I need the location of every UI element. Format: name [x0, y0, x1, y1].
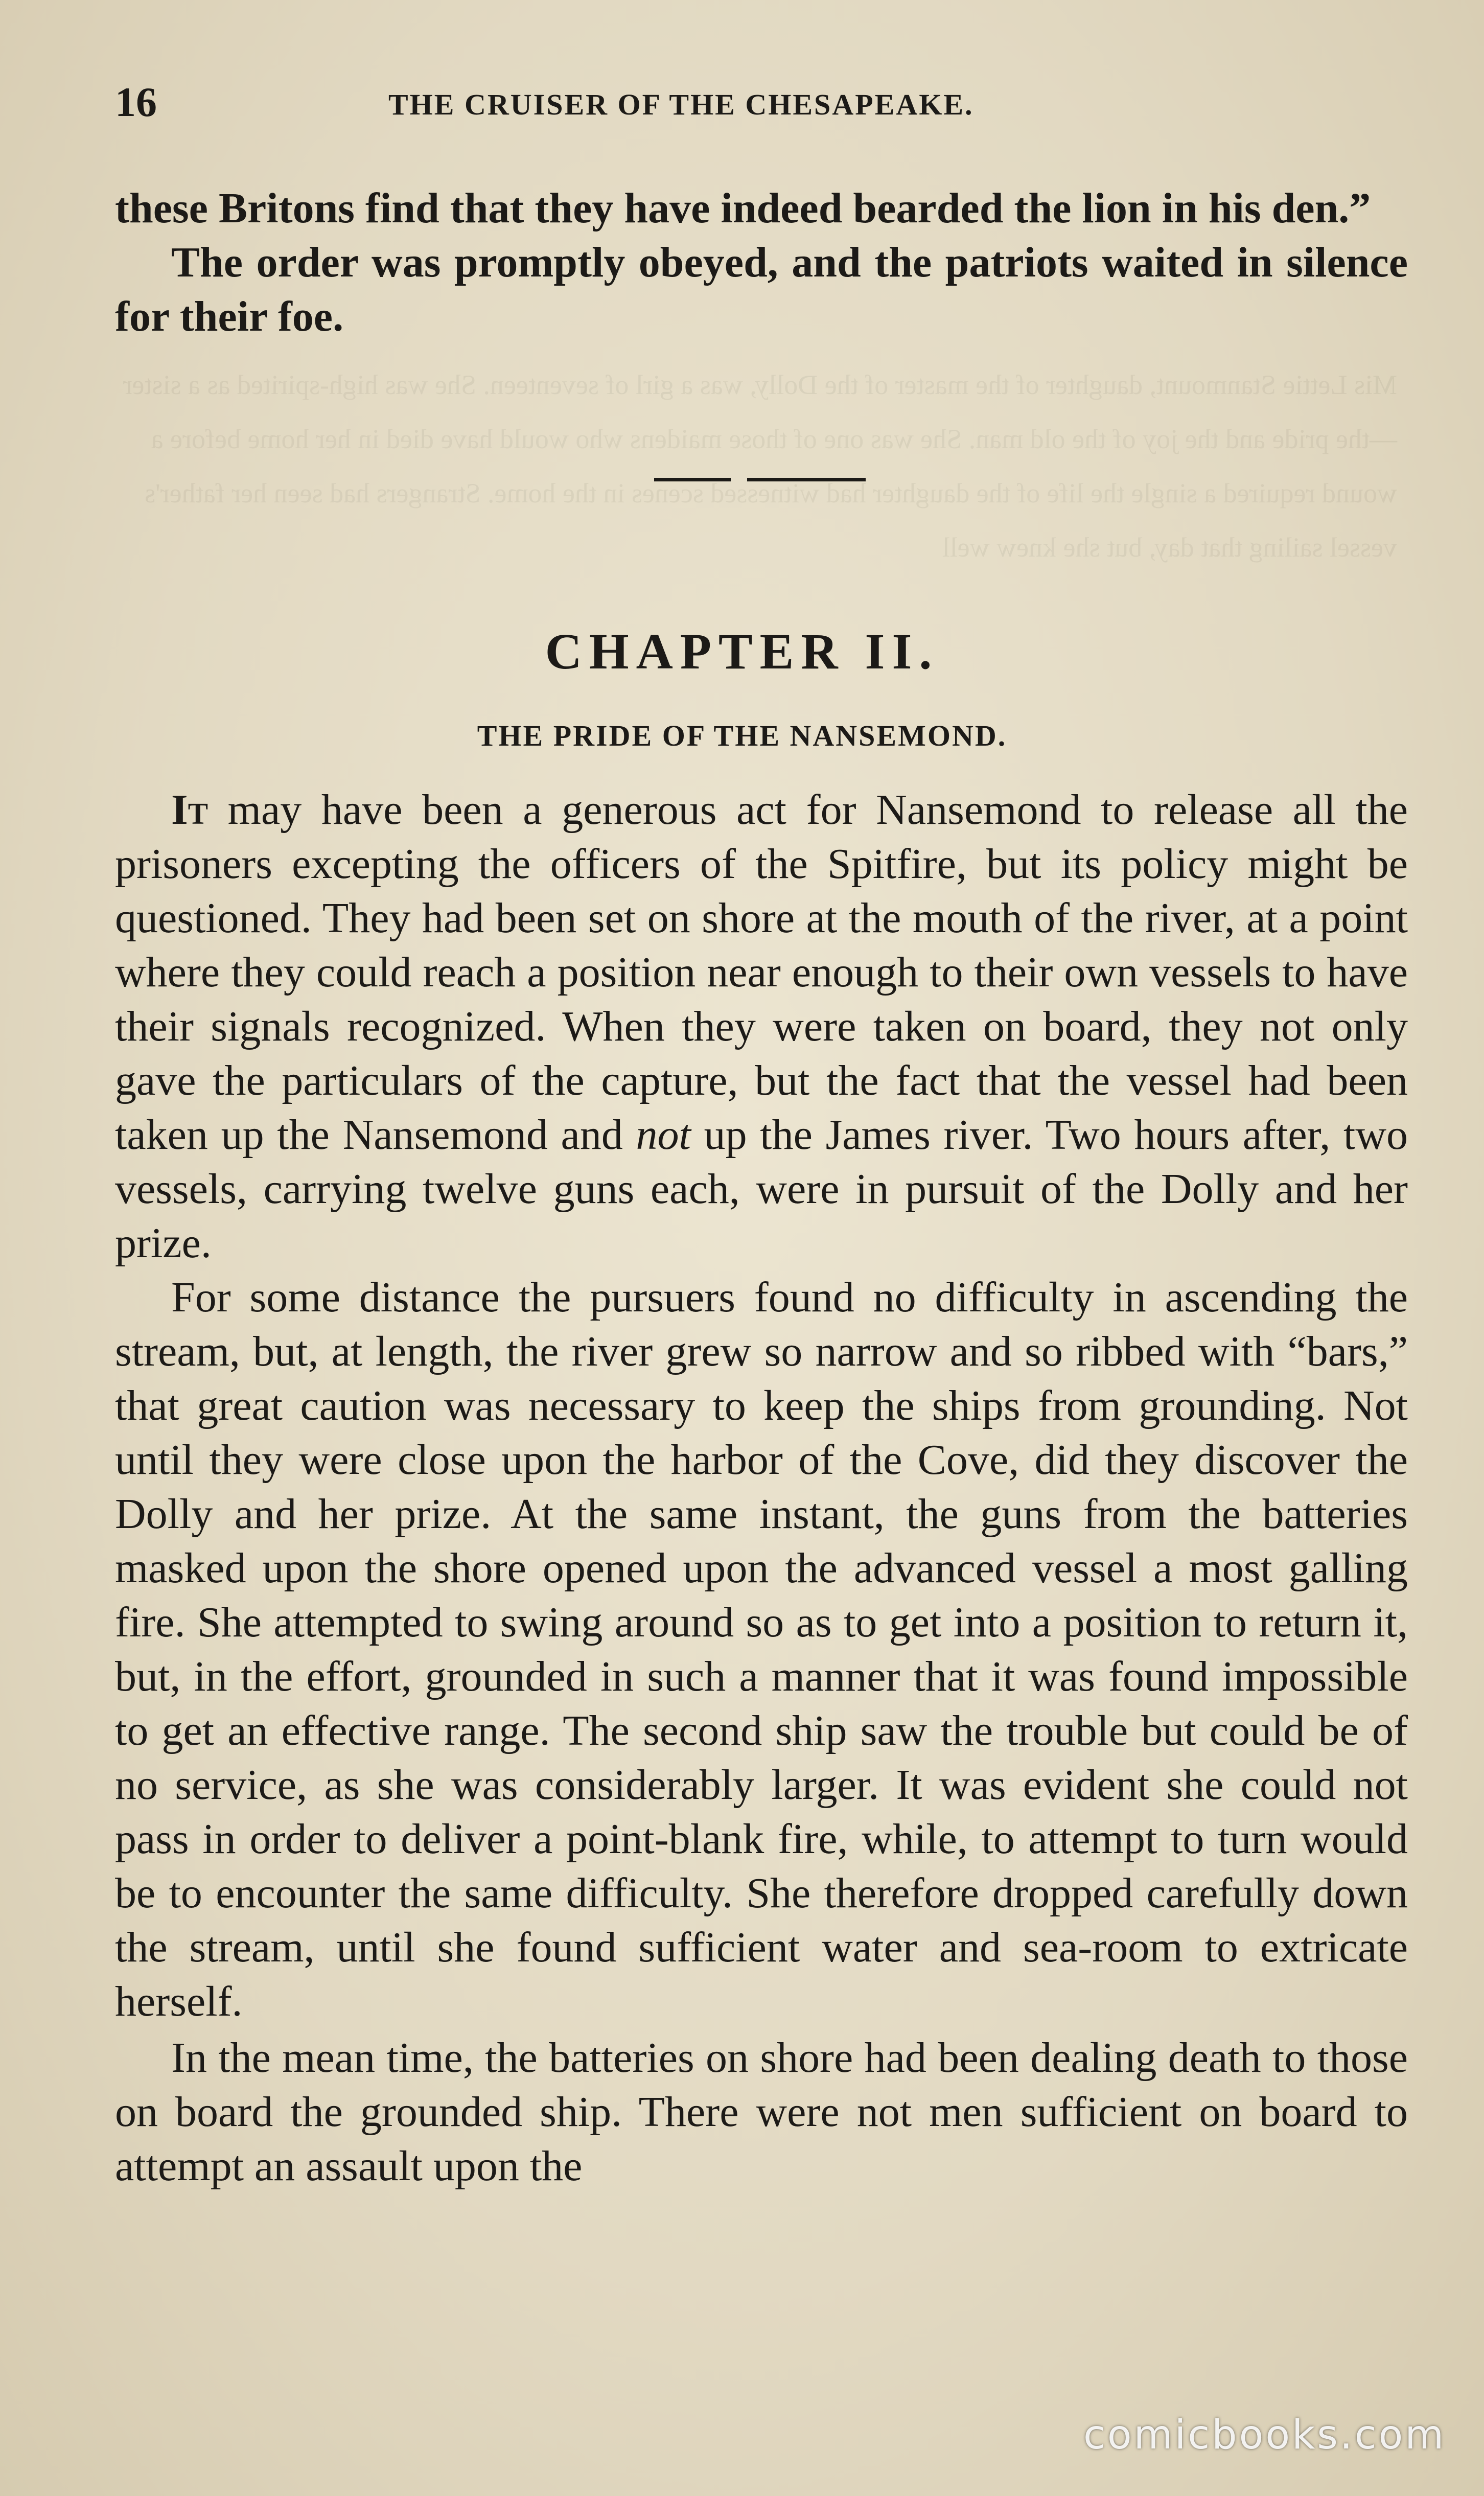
page-number: 16	[115, 79, 157, 125]
chapter-subtitle: THE PRIDE OF THE NANSEMOND.	[477, 719, 1007, 752]
paragraph-lead-word: It	[171, 786, 208, 834]
chapter-title: CHAPTER II.	[545, 623, 939, 680]
body-paragraph-2: For some distance the pursuers found no difficulty in ascending the stream, but, at length, the river grew so narrow and so ribbed with “bars,” that great caution was necessary to keep the ships from grounding. Not until they were close upon the harbor of the Cove, did they discover the Dolly and her prize. At the same instant, the guns from the batteries masked upon the shore opened upon the advanced vessel a most galling fire. She attempted to swing around so as to get into a position to return it, but, in the effort, grounded in such a manner that it was found impossible to get an effective range. The second ship saw the trouble but could be of no service, as she was considerably larger. It was evident she could not pass in order to deliver a point-blank fire, while, to attempt to turn would be to encounter the same difficulty. She therefore dropped carefully down the stream, until she found sufficient water and sea-room to extricate herself.	[115, 1274, 1408, 2025]
body-paragraph-1	[115, 783, 1408, 1270]
paragraph-text: may have been a generous act for Nansemond to release all the prisoners excepting the officers of the Spitfire, but its policy might be questioned. They had been set on shore at the mouth of the river, at a point where they could reach a position near enough to their own vessels to have their signals recognized. When they were taken on board, they not only gave the particulars of the capture, but the fact that the vessel had been taken up the Nansemond and	[115, 786, 1408, 1159]
chapter-body	[115, 783, 1408, 2193]
page-header	[115, 77, 1408, 133]
section-rule-right	[747, 478, 866, 481]
section-rule-left	[654, 478, 731, 481]
show-through-text: Mis Lettie Stanmount, daughter of the master of the Dolly, was a girl of seventeen. She was high-spirited as a sister—the pride and the joy of the old man. She was one of those maidens who would have died in her home before a wound required a single the life of the daughter had witnessed scenes in the home. Strangers had seen her father's vessel sailing that day, but she knew well	[123, 369, 1397, 563]
top-paragraph-1: these Britons find that they have indeed bearded the lion in his den.”	[115, 184, 1371, 232]
paragraph-text-end: up the James river. Two hours after, two vessels, carrying twelve guns each, were in pursuit of the Dolly and her prize.	[115, 1111, 1408, 1267]
top-paragraph-2: The order was promptly obeyed, and the patriots waited in silence for their foe.	[115, 239, 1408, 340]
watermark: comicbooks.com	[1083, 2412, 1446, 2458]
body-paragraph-3: In the mean time, the batteries on shore had been dealing death to those on board the grounded ship. There were not men sufficient on board to attempt an assault upon the	[115, 2034, 1408, 2190]
running-head: THE CRUISER OF THE CHESAPEAKE.	[388, 88, 974, 121]
emphasis-word: not	[636, 1111, 691, 1159]
top-text-block	[115, 181, 1408, 344]
